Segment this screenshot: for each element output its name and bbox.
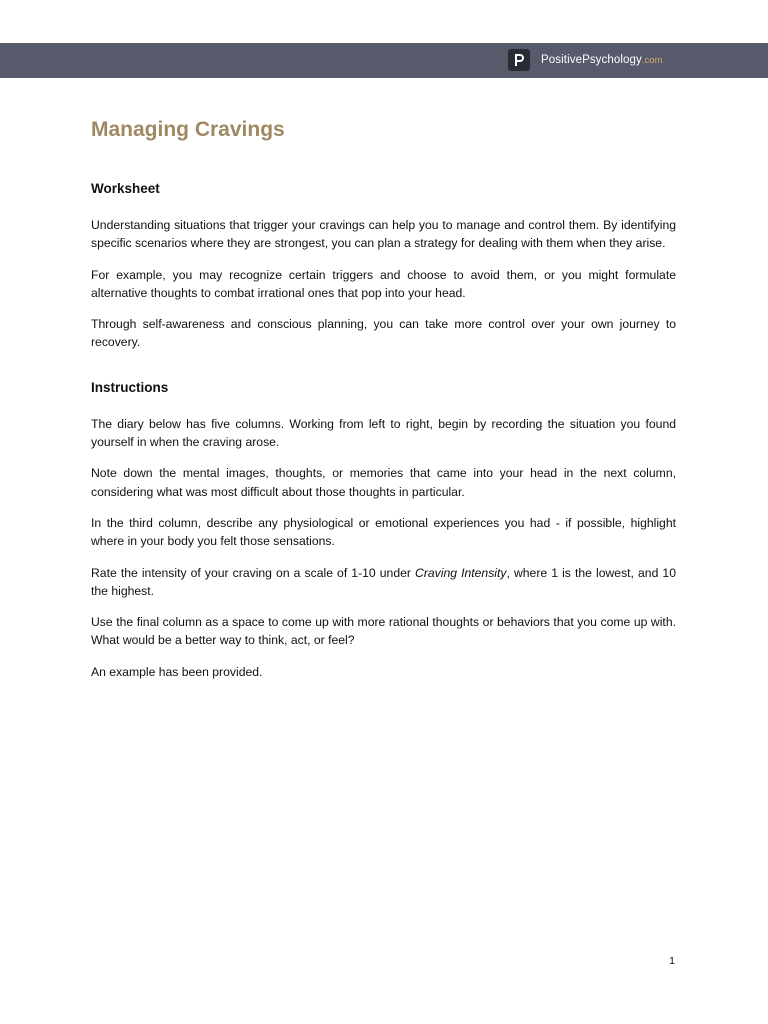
page-number: 1 [669, 955, 675, 967]
instructions-heading: Instructions [91, 379, 169, 395]
craving-intensity-emphasis: Craving Intensity [415, 565, 507, 580]
page-title: Managing Cravings [91, 118, 285, 141]
worksheet-heading: Worksheet [91, 181, 160, 196]
worksheet-paragraph-3: Through self-awareness and conscious planning, you can take more control over your own journey to recovery. [91, 317, 676, 350]
instructions-paragraph-3: In the third column, describe any physiological or emotional experiences you had - if possible, highlight where in your body you felt those sensations. [91, 515, 676, 549]
p-logo-glyph-icon [512, 52, 526, 68]
positive-psychology-logo-icon [508, 49, 530, 71]
worksheet-paragraph-2: For example, you may recognize certain triggers and choose to avoid them, or you might formulate alternative thoughts to combat irrational ones that pop into your head. [91, 267, 676, 300]
instructions-paragraph-1: The diary below has five columns. Working from left to right, begin by recording the situation you found yourself in when the craving arose. [91, 416, 676, 450]
instructions-paragraph-2: Note down the mental images, thoughts, or memories that came into your head in the next column, considering what was most difficult about those thoughts in particular. [91, 466, 676, 499]
brand [508, 49, 662, 71]
brand-tld: .com [641, 54, 663, 66]
brand-name: PositivePsychology [541, 54, 642, 66]
instructions-paragraph-5: Use the final column as a space to come up with more rational thoughts or behaviors that you come up with. What would be a better way to think, act, or feel? [91, 615, 676, 648]
instructions-paragraph-6: An example has been provided. [91, 664, 263, 679]
worksheet-paragraph-1: Understanding situations that trigger your cravings can help you to manage and control them. By identifying specific scenarios where they are strongest, you can plan a strategy for dealing with them when they arise. [91, 218, 676, 251]
rate-text-before: Rate the intensity of your craving on a scale of 1-10 under [91, 565, 416, 580]
rate-text-after: , where 1 is the lowest, and 10 the highest. [91, 565, 676, 598]
instructions-paragraph-4 [91, 564, 676, 601]
document-content [91, 115, 676, 681]
